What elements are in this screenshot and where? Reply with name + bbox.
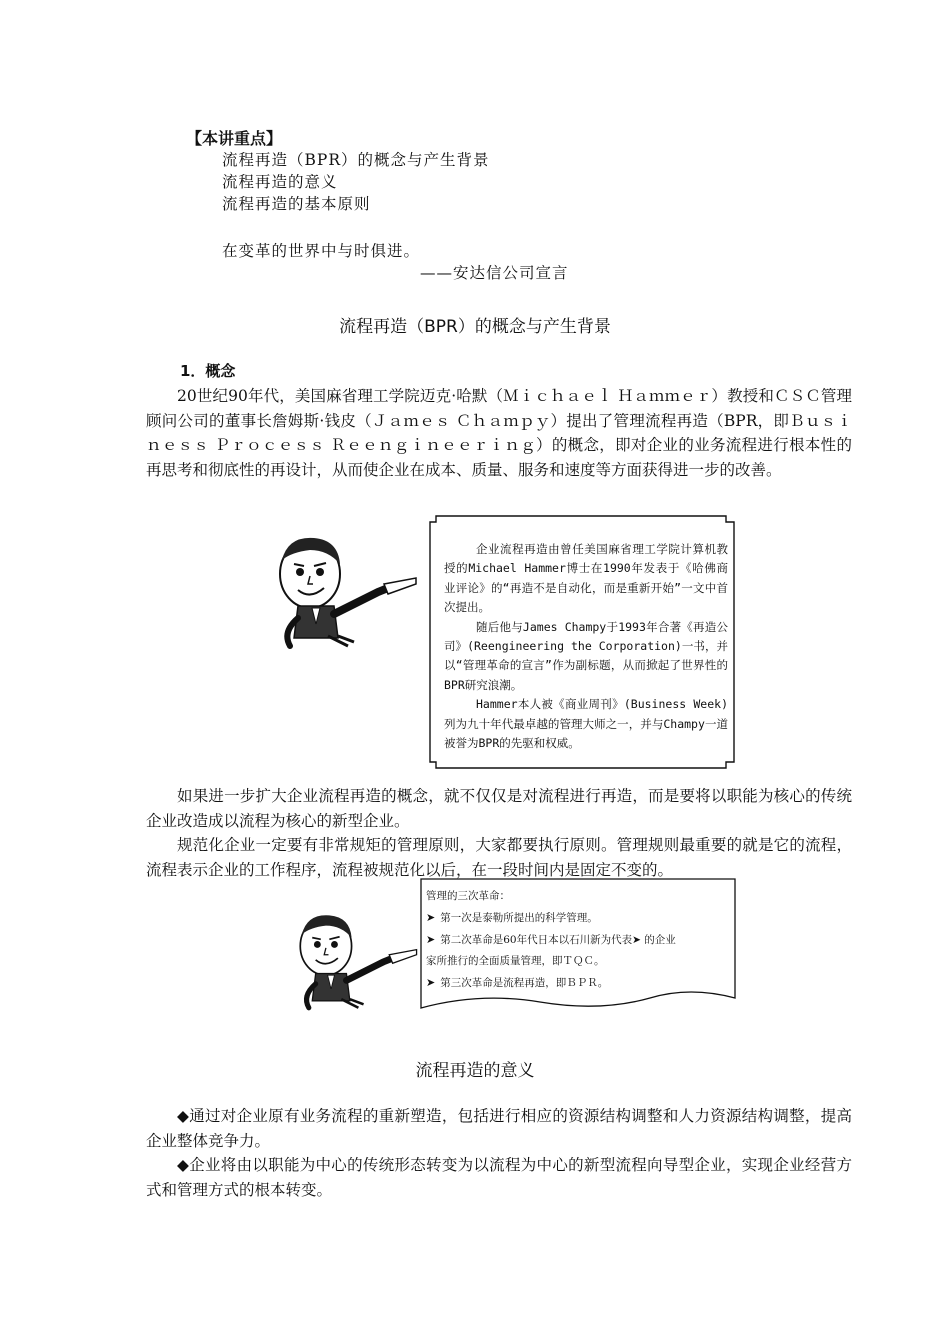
callout-heading: 管理的三次革命：: [426, 890, 510, 902]
focus-item: 流程再造的基本原则: [222, 195, 371, 213]
paragraph-text: 如果进一步扩大企业流程再造的概念，就不仅仅是对流程进行再造，而是要将以职能为核心的传统企业改造成以流程为核心的新型企业。: [146, 787, 852, 830]
focus-item: 流程再造（BPR）的概念与产生背景: [222, 151, 490, 169]
cartoon-man-pointing-icon: [268, 528, 420, 650]
focus-heading: 【本讲重点】: [186, 129, 283, 148]
callout-list-item: 家所推行的全面质量管理，即ＴＱＣ。: [426, 955, 605, 967]
arrow-bullet-icon: ➤: [426, 933, 436, 946]
cartoon-man-pointing-icon: [290, 905, 420, 1013]
callout-text: [444, 540, 728, 753]
callout-list: [426, 886, 736, 994]
quote-source: ——安达信公司宣言: [420, 264, 569, 282]
callout-list-item: ➤ 第一次是泰勒所提出的科学管理。: [426, 911, 598, 924]
quote-text: 在变革的世界中与时俱进。: [222, 242, 421, 260]
callout-paragraph: Hammer本人被《商业周刊》(Business Week)列为九十年代最卓越的管理大师之一，并与Champy一道被誉为BPR的先驱和权威。: [444, 697, 728, 751]
bullet-paragraph: ◆通过对企业原有业务流程的重新塑造，包括进行相应的资源结构调整和人力资源结构调整，提高企业整体竞争力。: [146, 1107, 852, 1150]
focus-item: 流程再造的意义: [222, 173, 338, 191]
body-paragraph: [146, 1104, 852, 1202]
callout-list-item: ➤ 第二次革命是60年代日本以石川新为代表➤ 的企业: [426, 933, 676, 946]
body-paragraph: [146, 784, 852, 882]
body-paragraph: [146, 384, 852, 482]
arrow-bullet-icon: ➤: [426, 976, 436, 989]
callout-paragraph: 企业流程再造由曾任美国麻省理工学院计算机教授的Michael Hammer博士在1990年发表于《哈佛商业评论》的“再造不是自动化，而是重新开始”一文中首次提出。: [444, 542, 728, 615]
callout-list-item: ➤ 第三次革命是流程再造，即ＢＰＲ。: [426, 976, 609, 989]
arrow-bullet-icon: ➤: [426, 911, 436, 924]
paragraph-text: 规范化企业一定要有非常规矩的管理原则，大家都要执行原则。管理规则最重要的就是它的流程，流程表示企业的工作程序，流程被规范化以后，在一段时间内是固定不变的。: [146, 836, 852, 879]
diamond-bullet-icon: ◆: [177, 1107, 190, 1125]
section-title: 流程再造（BPR）的概念与产生背景: [339, 317, 611, 337]
paragraph-text: 20世纪90年代，美国麻省理工学院迈克·哈默（Ｍｉｃｈａｅｌ Ｈａｍｍｅｒ）教授和ＣＳＣ管理顾问公司的董事长詹姆斯·钱皮（Ｊａｍｅｓ Ｃｈａｍｐｙ）提出了管理流程再造（BPR，即Ｂｕｓｉｎｅｓｓ Ｐｒｏｃｅｓｓ Ｒｅｅｎｇｉｎｅｅｒｉｎｇ）的概念，即对企业的业务流程进行根本性的再思考和彻底性的再设计，从而使企业在成本、质量、服务和速度等方面获得进一步的改善。: [146, 387, 852, 479]
callout-paragraph: 随后他与James Champy于1993年合著《再造公司》(Reengineering the Corporation)一书，并以“管理革命的宣言”作为副标题，从而掀起了世界性的BPR研究浪潮。: [444, 619, 728, 692]
subheading: 1．概念: [180, 362, 236, 380]
diamond-bullet-icon: ◆: [177, 1156, 190, 1174]
section-title: 流程再造的意义: [415, 1061, 535, 1081]
bullet-paragraph: ◆企业将由以职能为中心的传统形态转变为以流程为中心的新型流程向导型企业，实现企业经营方式和管理方式的根本转变。: [146, 1156, 852, 1199]
